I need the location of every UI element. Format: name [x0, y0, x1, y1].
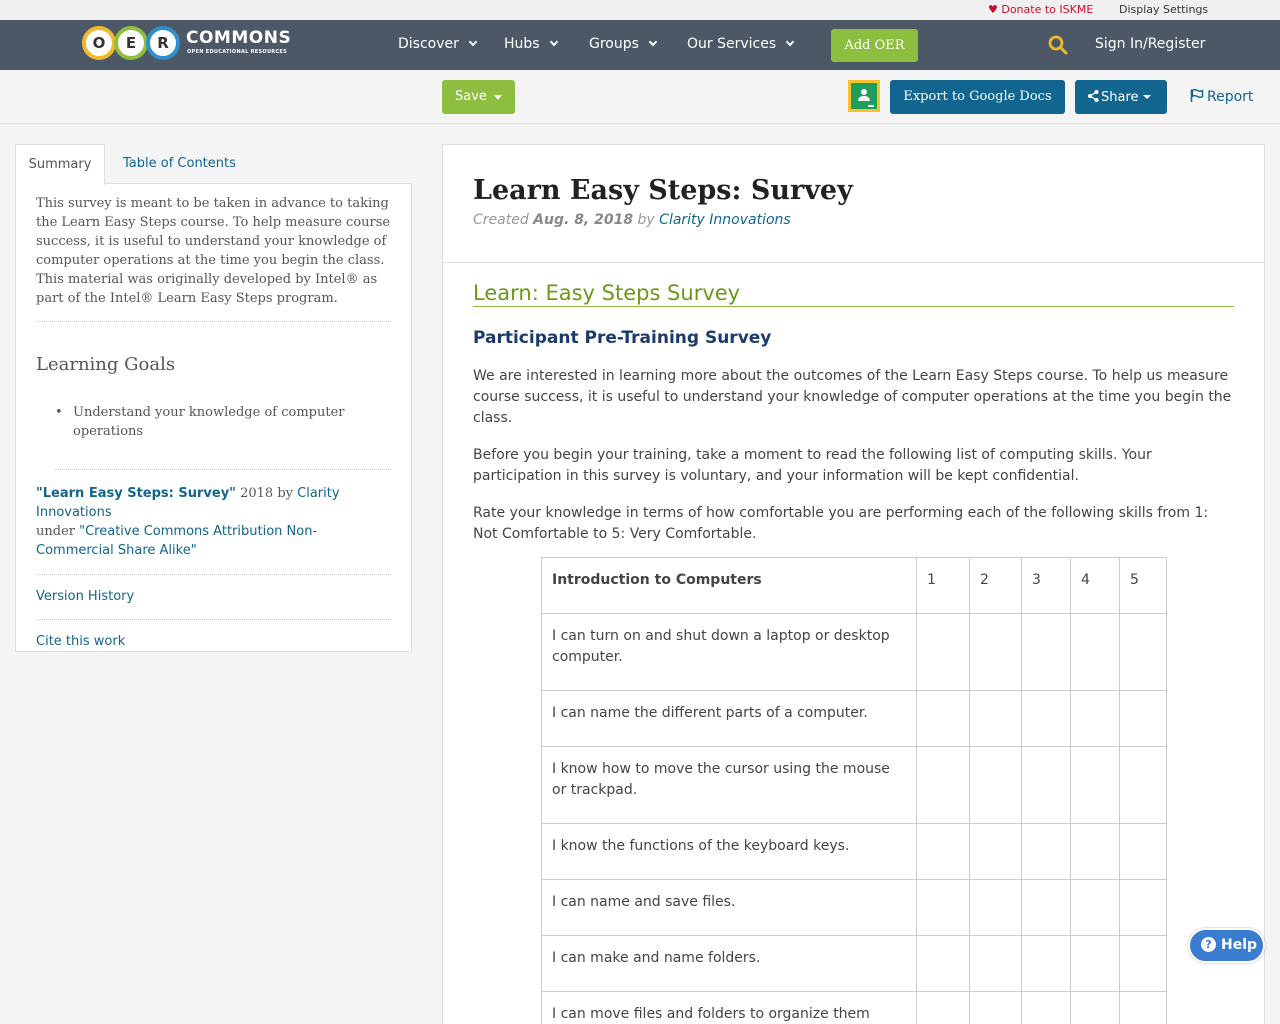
nav-groups-label: Groups [589, 36, 639, 52]
rating-cell [1022, 936, 1071, 992]
rating-cell [1071, 747, 1120, 824]
add-oer-button[interactable]: Add OER [831, 29, 918, 62]
rating-cell [970, 880, 1022, 936]
rating-cell [1022, 880, 1071, 936]
version-history-link[interactable]: Version History [36, 575, 391, 620]
logo-letter-e: E [114, 26, 148, 60]
rating-cell [1071, 691, 1120, 747]
nav-discover[interactable] [398, 36, 476, 52]
rating-cell [1022, 747, 1071, 824]
save-label: Save [455, 89, 487, 104]
nav-discover-label: Discover [398, 36, 459, 52]
rating-cell [1071, 614, 1120, 691]
table-row [542, 614, 1167, 691]
attribution-author-link[interactable]: Clarity Innovations [36, 486, 340, 520]
sidebar-tabs [15, 144, 412, 184]
chevron-down-icon [649, 38, 657, 46]
rating-cell [970, 992, 1022, 1024]
content-body [443, 263, 1264, 545]
chevron-down-icon [549, 38, 557, 46]
chevron-down-icon [786, 38, 794, 46]
rating-cell [970, 936, 1022, 992]
table-row [542, 880, 1167, 936]
section-title: Learn: Easy Steps Survey [473, 281, 1234, 307]
caret-down-icon [494, 95, 502, 100]
question-cell: I know how to move the cursor using the mouse or trackpad. [542, 747, 917, 824]
rating-cell [1071, 880, 1120, 936]
question-cell: I can move files and folders to organize them [542, 992, 917, 1024]
search-icon[interactable] [1048, 35, 1068, 55]
sidebar-panel [15, 183, 412, 652]
author-link[interactable]: Clarity Innovations [659, 212, 791, 228]
nav-hubs-label: Hubs [504, 36, 540, 52]
rating-cell [1120, 936, 1167, 992]
table-row [542, 992, 1167, 1024]
rating-cell [917, 691, 970, 747]
question-cell: I can name and save files. [542, 880, 917, 936]
chevron-down-icon [469, 38, 477, 46]
page-title: Learn Easy Steps: Survey [473, 175, 853, 206]
paragraph: Before you begin your training, take a moment to read the following list of computing skills. Your participation in this survey is voluntary, and your information will be kept confidential. [473, 447, 1152, 484]
logo-tagline: OPEN EDUCATIONAL RESOURCES [187, 49, 288, 55]
rating-cell [1120, 992, 1167, 1024]
question-cell: I know the functions of the keyboard keys. [542, 824, 917, 880]
rating-cell [1120, 880, 1167, 936]
report-link[interactable] [1190, 88, 1253, 105]
report-label: Report [1207, 89, 1254, 105]
tab-summary[interactable]: Summary [15, 144, 105, 185]
summary-text: This survey is meant to be taken in advance to taking the Learn Easy Steps course. To help measure course success, it is useful to understand your knowledge of computer operations at the time you begin the class. This material was originally developed by Intel® as part of the Intel® Learn Easy Steps program. [36, 194, 391, 322]
nav-hubs[interactable] [504, 36, 557, 52]
share-icon [1088, 90, 1099, 102]
main-content [442, 144, 1265, 1024]
rating-cell [917, 936, 970, 992]
oer-commons-logo[interactable] [82, 25, 292, 61]
logo-brand: COMMONS [186, 28, 292, 48]
table-header-cell: Introduction to Computers [542, 558, 917, 614]
rating-cell [1071, 936, 1120, 992]
rating-cell [1120, 614, 1167, 691]
by-label: by [633, 212, 660, 228]
table-header-cell: 1 [917, 558, 970, 614]
nav-our-services[interactable] [687, 36, 793, 52]
attribution-year: 2018 by [235, 486, 298, 501]
help-button[interactable] [1188, 928, 1265, 963]
cite-work-link[interactable]: Cite this work [36, 634, 126, 649]
classroom-head-shape [861, 89, 867, 95]
logo-letter-r: R [146, 26, 180, 60]
table-header-row [542, 558, 1167, 614]
signin-register-link[interactable]: Sign In/Register [1095, 36, 1206, 52]
rating-cell [917, 880, 970, 936]
rating-cell [1022, 691, 1071, 747]
content-header [443, 145, 1264, 263]
survey-subtitle: Participant Pre-Training Survey [473, 328, 772, 348]
question-cell: I can name the different parts of a computer. [542, 691, 917, 747]
main-nav [0, 20, 1280, 70]
help-label: Help [1221, 937, 1258, 953]
caret-down-icon [1143, 95, 1151, 99]
question-mark-icon: ? [1201, 937, 1216, 952]
learning-goal-item: • Understand your knowledge of computer operations [55, 403, 391, 441]
share-button[interactable] [1075, 80, 1167, 114]
display-settings-link[interactable]: Display Settings [1119, 3, 1209, 16]
table-row [542, 824, 1167, 880]
rating-cell [1022, 992, 1071, 1024]
donate-label: Donate to ISKME [1001, 3, 1094, 16]
created-meta [473, 212, 1264, 228]
rating-cell [1120, 691, 1167, 747]
rating-cell [1022, 824, 1071, 880]
save-button[interactable] [442, 80, 515, 114]
table-row [542, 936, 1167, 992]
rating-cell [917, 747, 970, 824]
google-classroom-icon-body [851, 83, 877, 109]
attribution-under: under [36, 524, 80, 539]
rating-cell [970, 614, 1022, 691]
rating-cell [1071, 824, 1120, 880]
export-google-docs-button[interactable]: Export to Google Docs [890, 80, 1065, 114]
table-row [542, 747, 1167, 824]
paragraph: Rate your knowledge in terms of how comfortable you are performing each of the following skills from 1: Not Comfortable to 5: Very Comfortable. [473, 505, 1209, 542]
rating-cell [970, 691, 1022, 747]
nav-groups[interactable] [589, 36, 656, 52]
donate-link[interactable]: ♥ Donate to ISKME [988, 3, 1094, 16]
license-link[interactable]: "Creative Commons Attribution Non-Commercial Share Alike" [36, 524, 318, 558]
table-row [542, 691, 1167, 747]
utility-bar [0, 0, 1280, 20]
rating-cell [970, 747, 1022, 824]
logo-letter-o: O [82, 26, 116, 60]
survey-table [541, 557, 1167, 1024]
table-header-cell: 3 [1022, 558, 1071, 614]
learning-goals-heading: Learning Goals [36, 354, 176, 375]
attribution-title-link[interactable]: "Learn Easy Steps: Survey" [36, 486, 236, 501]
classroom-body-shape [858, 96, 870, 101]
table-header-cell: 5 [1120, 558, 1167, 614]
rating-cell [917, 992, 970, 1024]
google-classroom-icon[interactable] [848, 80, 880, 112]
rating-cell [1120, 747, 1167, 824]
rating-cell [917, 614, 970, 691]
rating-cell [1022, 614, 1071, 691]
learning-goals-list [55, 403, 391, 470]
table-header-cell: 4 [1071, 558, 1120, 614]
created-date: Aug. 8, 2018 [533, 212, 634, 228]
question-cell: I can turn on and shut down a laptop or desktop computer. [542, 614, 917, 691]
rating-cell [917, 824, 970, 880]
share-label: Share [1101, 90, 1139, 105]
rating-cell [1120, 824, 1167, 880]
flag-icon [1190, 89, 1204, 102]
tab-table-of-contents[interactable]: Table of Contents [123, 156, 236, 171]
attribution [36, 470, 391, 575]
rating-cell [970, 824, 1022, 880]
table-header-cell: 2 [970, 558, 1022, 614]
question-cell: I can make and name folders. [542, 936, 917, 992]
created-label: Created [473, 212, 534, 228]
rating-cell [1071, 992, 1120, 1024]
action-bar [0, 70, 1280, 124]
paragraph: We are interested in learning more about the outcomes of the Learn Easy Steps course. To help us measure course success, it is useful to understand your knowledge of computer operations at the time you begin the class. [473, 368, 1232, 426]
classroom-bar-shape [868, 105, 874, 107]
nav-our-services-label: Our Services [687, 36, 777, 52]
